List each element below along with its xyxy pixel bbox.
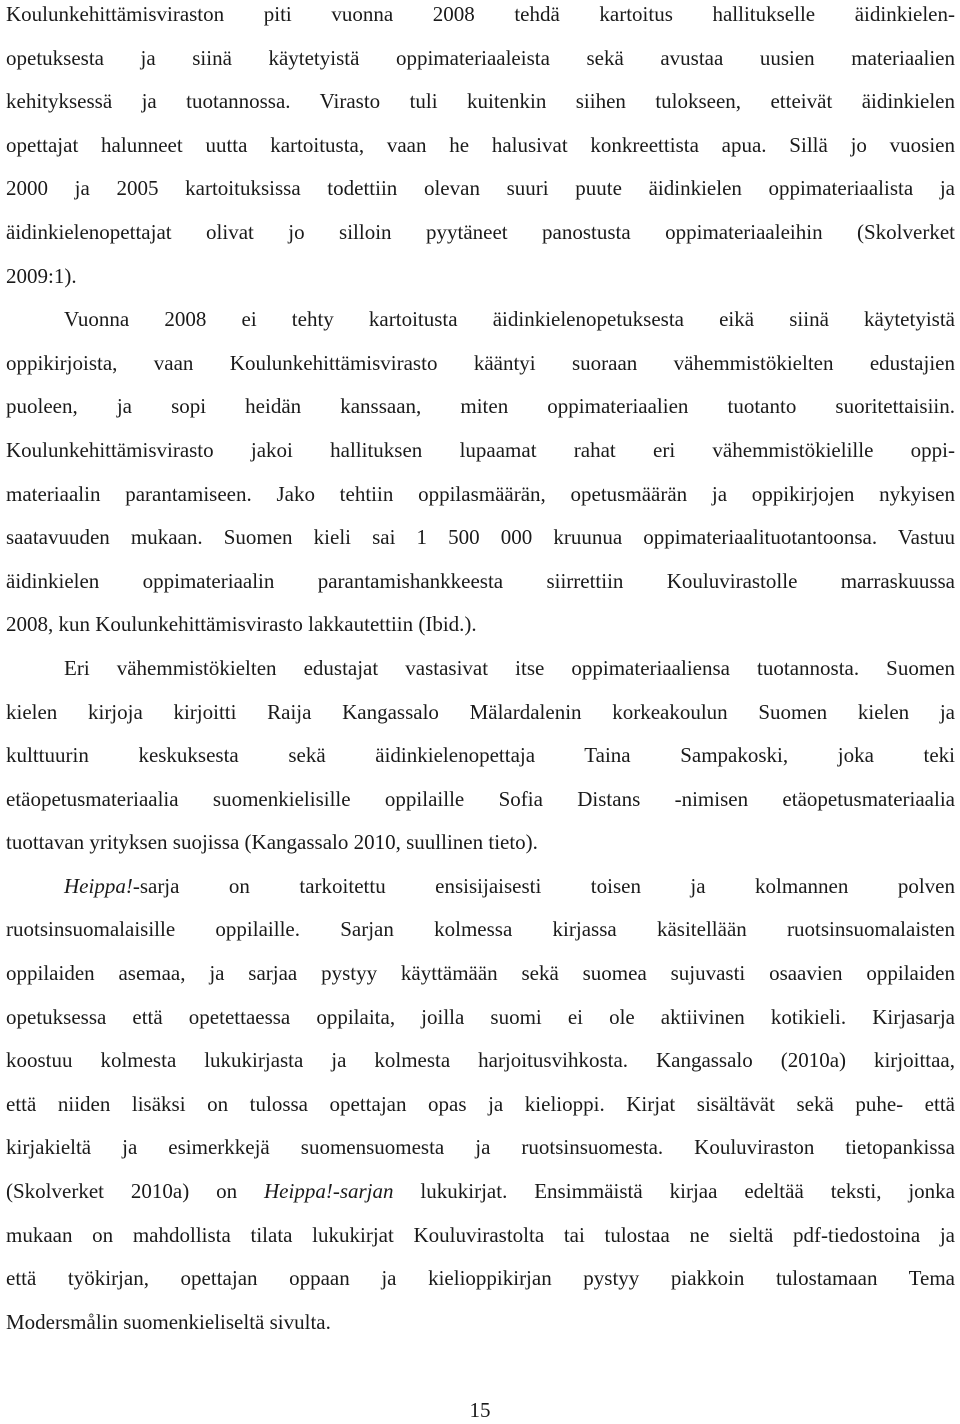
text-run: koostuu kolmesta lukukirjasta ja kolmesta harjoitusvihkosta. Kangassalo (2010a) kirjoittaa, — [6, 1048, 955, 1073]
text-run: kulttuurin keskuksesta sekä äidinkielenopettaja Taina Sampakoski, joka teki — [6, 743, 955, 768]
text-run: -sarja on tarkoitettu ensisijaisesti toisen ja kolmannen polven — [132, 873, 955, 898]
text-run: Koulunkehittämisvirasto jakoi hallituksen lupaamat rahat eri vähemmistökielille oppi- — [6, 437, 955, 462]
text-line — [6, 0, 955, 37]
text-run: kirjakieltä ja esimerkkejä suomensuomesta ja ruotsinsuomesta. Kouluviraston tietopankissa — [6, 1135, 955, 1160]
text-line — [6, 734, 955, 778]
paragraph-3 — [6, 647, 955, 865]
text-line — [6, 429, 955, 473]
italic-text: Heippa! — [64, 873, 133, 898]
document-page — [6, 0, 955, 1344]
text-line — [6, 167, 955, 211]
text-line — [6, 778, 955, 822]
text-run: saatavuuden mukaan. Suomen kieli sai 1 500 000 kruunua oppimateriaalituotantoonsa. Vastuu — [6, 525, 955, 550]
text-line — [6, 298, 955, 342]
italic-text: Heippa!-sarjan — [264, 1179, 394, 1204]
text-run: kielen kirjoja kirjoitti Raija Kangassalo Mälardalenin korkeakoulun Suomen kielen ja — [6, 699, 955, 724]
text-line — [6, 37, 955, 81]
text-line — [6, 473, 955, 517]
text-line — [6, 385, 955, 429]
text-line — [6, 516, 955, 560]
text-run: lukukirjat. Ensimmäistä kirjaa edeltää teksti, jonka — [393, 1179, 955, 1204]
text-run: opetuksessa että opetettaessa oppilaita, joilla suomi ei ole aktiivinen kotikieli. Kirjasarja — [6, 1004, 955, 1029]
text-line — [6, 1301, 955, 1345]
text-line — [6, 1126, 955, 1170]
text-line — [6, 908, 955, 952]
text-run: äidinkielen oppimateriaalin parantamishankkeesta siirrettiin Kouluvirastolle marraskuussa — [6, 568, 955, 593]
text-line — [6, 691, 955, 735]
text-run: mukaan on mahdollista tilata lukukirjat Kouluvirastolta tai tulostaa ne sieltä pdf-tiedostoina ja — [6, 1222, 955, 1247]
text-line — [6, 647, 955, 691]
text-run: oppilaiden asemaa, ja sarjaa pystyy käyttämään sekä suomea sujuvasti osaavien oppilaiden — [6, 961, 955, 986]
text-run: opetuksesta ja siinä käytetyistä oppimateriaaleista sekä avustaa uusien materiaalien — [6, 45, 955, 70]
text-run: kehityksessä ja tuotannossa. Virasto tuli kuitenkin siihen tulokseen, etteivät äidinkielen — [6, 89, 955, 114]
page-number: 15 — [469, 1398, 491, 1422]
text-run: Eri vähemmistökielten edustajat vastasivat itse oppimateriaaliensa tuotannosta. Suomen — [64, 655, 955, 680]
text-run: ruotsinsuomalaisille oppilaille. Sarjan kolmessa kirjassa käsitellään ruotsinsuomalaisten — [6, 917, 955, 942]
paragraph-4 — [6, 865, 955, 1345]
paragraph-1 — [6, 0, 955, 298]
text-line — [6, 1257, 955, 1301]
text-run: opettajat halunneet uutta kartoitusta, vaan he halusivat konkreettista apua. Sillä jo vuosien — [6, 132, 955, 157]
text-run: että niiden lisäksi on tulossa opettajan opas ja kielioppi. Kirjat sisältävät sekä puhe- että — [6, 1091, 955, 1116]
paragraph-2 — [6, 298, 955, 647]
text-run: 2009:1). — [6, 263, 77, 288]
text-run: 2008, kun Koulunkehittämisvirasto lakkautettiin (Ibid.). — [6, 612, 477, 637]
text-line — [6, 996, 955, 1040]
text-line — [6, 1170, 955, 1214]
text-line — [6, 255, 955, 299]
text-line — [6, 560, 955, 604]
text-line — [6, 603, 955, 647]
text-run: tuottavan yrityksen suojissa (Kangassalo 2010, suullinen tieto). — [6, 830, 538, 855]
text-run: puoleen, ja sopi heidän kanssaan, miten oppimateriaalien tuotanto suoritettaisiin. — [6, 394, 955, 419]
text-line — [6, 211, 955, 255]
text-line — [6, 342, 955, 386]
text-line — [6, 124, 955, 168]
text-run: oppikirjoista, vaan Koulunkehittämisvirasto kääntyi suoraan vähemmistökielten edustajien — [6, 350, 955, 375]
text-run: 2000 ja 2005 kartoituksissa todettiin olevan suuri puute äidinkielen oppimateriaalista ja — [6, 176, 955, 201]
text-run: etäopetusmateriaalia suomenkielisille oppilaille Sofia Distans -nimisen etäopetusmateriaalia — [6, 786, 955, 811]
text-run: Koulunkehittämisviraston piti vuonna 2008 tehdä kartoitus hallitukselle äidinkielen- — [6, 2, 955, 26]
text-run: (Skolverket 2010a) on — [6, 1179, 265, 1204]
text-line — [6, 952, 955, 996]
text-run: että työkirjan, opettajan oppaan ja kielioppikirjan pystyy piakkoin tulostamaan Tema — [6, 1266, 955, 1291]
text-run: Vuonna 2008 ei tehty kartoitusta äidinkielenopetuksesta eikä siinä käytetyistä — [64, 307, 955, 332]
text-run: äidinkielenopettajat olivat jo silloin pyytäneet panostusta oppimateriaaleihin (Skolverket — [6, 219, 955, 244]
text-line — [6, 1083, 955, 1127]
text-run: Modersmålin suomenkieliseltä sivulta. — [6, 1309, 331, 1334]
text-line — [6, 80, 955, 124]
text-run: materiaalin parantamiseen. Jako tehtiin oppilasmäärän, opetusmäärän ja oppikirjojen nykyisen — [6, 481, 955, 506]
text-line — [6, 865, 955, 909]
text-line — [6, 1039, 955, 1083]
text-line — [6, 1214, 955, 1258]
text-line — [6, 821, 955, 865]
